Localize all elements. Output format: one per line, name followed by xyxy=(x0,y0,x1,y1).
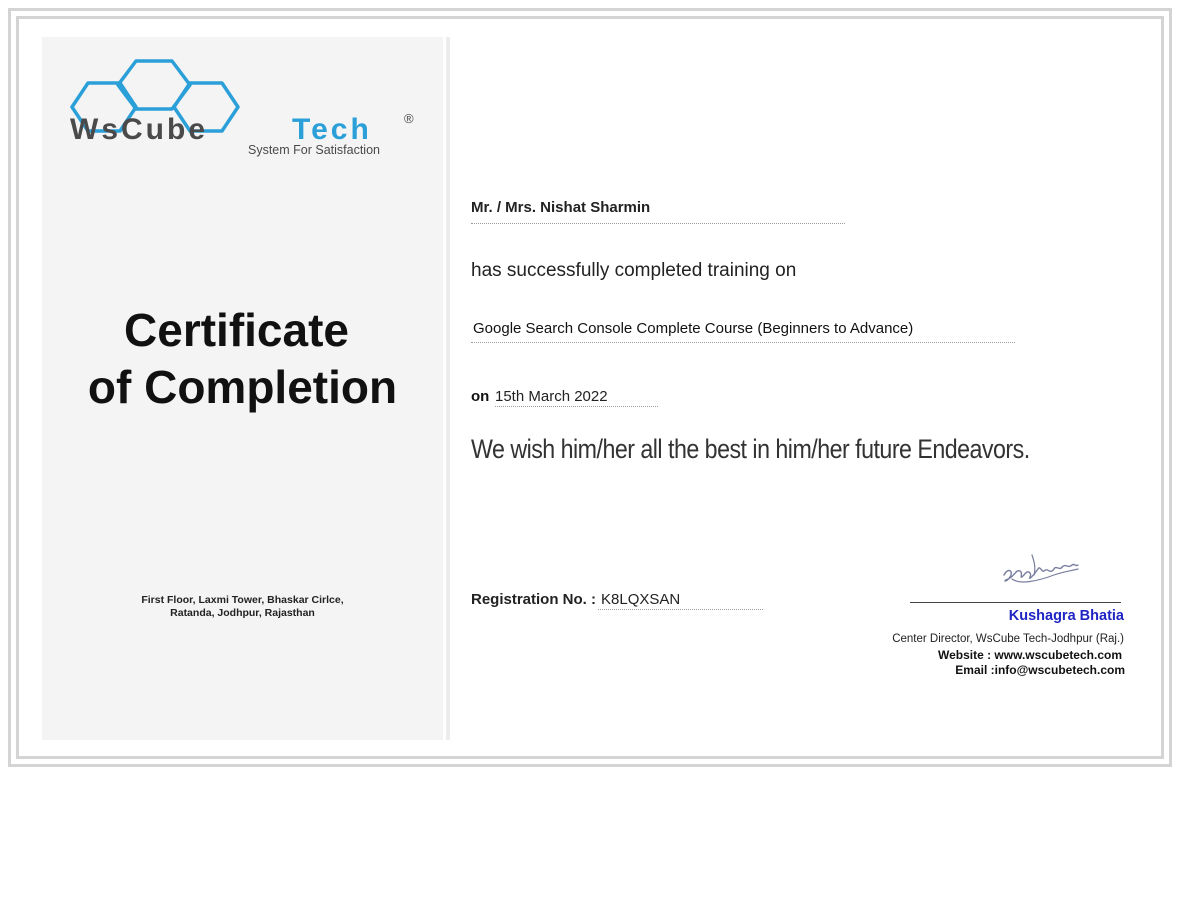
completion-statement: has successfully completed training on xyxy=(471,260,797,281)
email-text: Email :info@wscubetech.com xyxy=(955,663,1125,677)
signatory-role: Center Director, WsCube Tech-Jodhpur (Raj.) xyxy=(892,633,1124,645)
signatory-name: Kushagra Bhatia xyxy=(1008,608,1124,624)
signature-line xyxy=(910,602,1121,603)
title-line-1: Certificate xyxy=(124,304,349,356)
certificate-title xyxy=(42,302,443,416)
on-label: on xyxy=(471,388,490,405)
logo-tagline: System For Satisfaction xyxy=(248,143,380,157)
signature-image xyxy=(998,545,1082,589)
title-line-2: of Completion xyxy=(87,361,398,413)
registration-label: Registration No. : xyxy=(471,591,597,608)
course-name-field xyxy=(471,320,1015,343)
course-name: Google Search Console Complete Course (Beginners to Advance) xyxy=(473,320,914,337)
date-row xyxy=(471,388,489,407)
registration-number-field xyxy=(598,591,763,610)
wish-message: We wish him/her all the best in him/her future Endeavors. xyxy=(471,434,1030,464)
address-block xyxy=(42,594,443,620)
left-panel-divider xyxy=(446,37,450,740)
logo-name-part2: Tech xyxy=(292,113,372,146)
registration-number: K8LQXSAN xyxy=(601,591,681,608)
website-text: Website : www.wscubetech.com xyxy=(937,648,1122,662)
wscube-tech-logo xyxy=(66,57,422,161)
logo-name-part1: WsCube xyxy=(70,113,208,146)
registered-mark: ® xyxy=(404,111,414,126)
address-line-2: Ratanda, Jodhpur, Rajasthan xyxy=(170,607,315,619)
address-line-1: First Floor, Laxmi Tower, Bhaskar Cirlce, xyxy=(141,594,344,606)
completion-date: 15th March 2022 xyxy=(495,388,658,407)
recipient-name: Mr. / Mrs. Nishat Sharmin xyxy=(471,199,845,224)
